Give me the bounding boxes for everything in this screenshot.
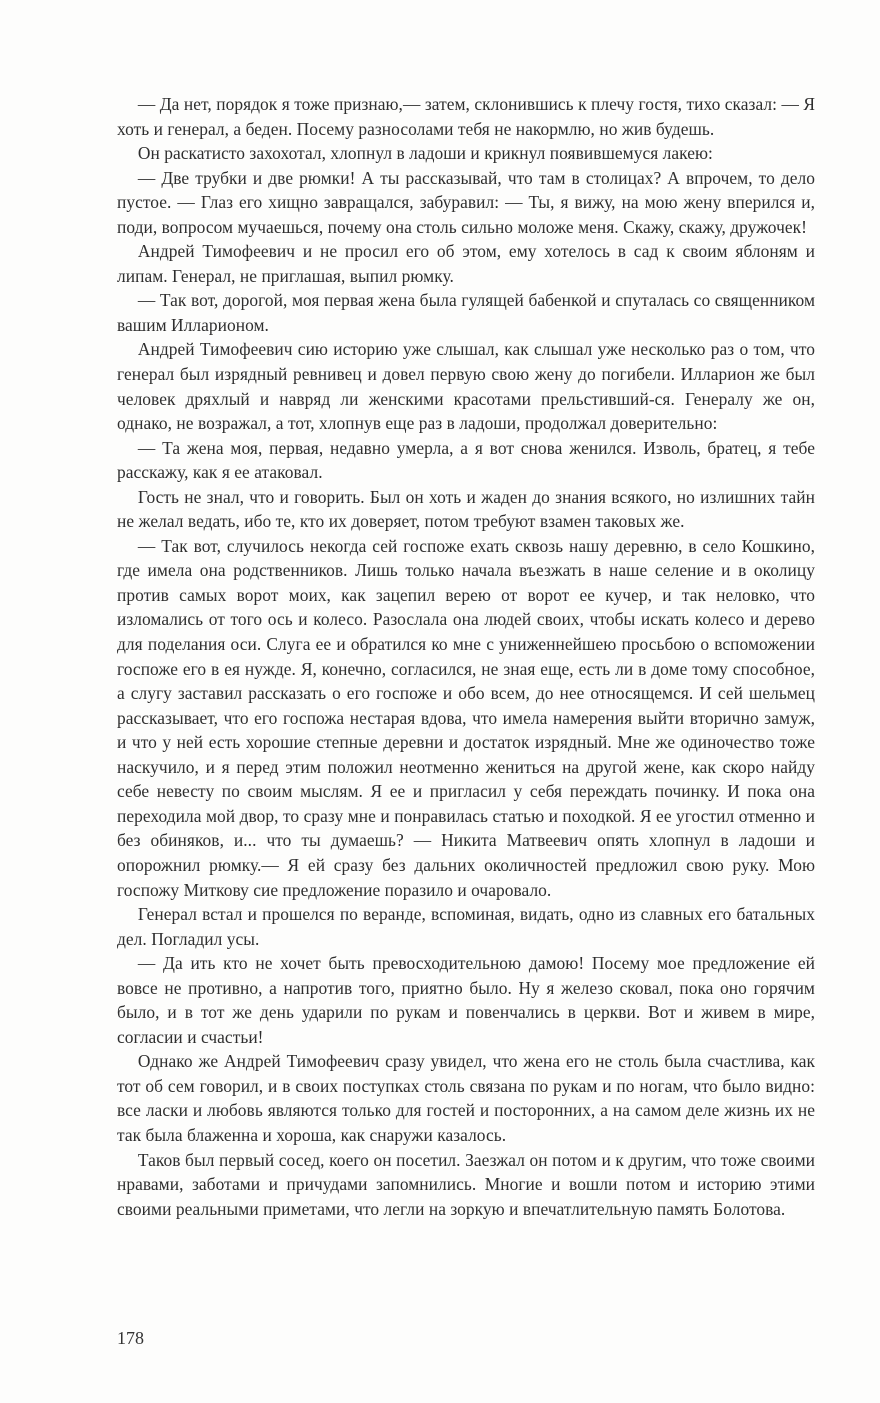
- paragraph-6: Андрей Тимофеевич сию историю уже слышал, как слышал уже несколько раз о том, что генерал был изрядный ревнивец и довел первую свою жену до погибели. Илларион же был человек дряхлый и навряд ли женскими красотами прельстивший-ся. Генералу же он, однако, не возражал, а тот, хлопнув еще раз в ладоши, продолжал доверительно:: [117, 339, 815, 434]
- body-text: [117, 92, 815, 1221]
- paragraph-2: Он раскатисто захохотал, хлопнул в ладоши и крикнул появившемуся лакею:: [137, 143, 713, 164]
- paragraph-11: — Да ить кто не хочет быть превосходительною дамою! Посему мое предложение ей вовсе не противно, а напротив того, приятно было. Ну я железо сковал, пока оно горячим было, и в тот же день ударили по рукам и повенчались в церкви. Вот и живем в мире, согласии и счастьи!: [117, 953, 815, 1047]
- paragraph-13: Таков был первый сосед, коего он посетил. Заезжал он потом и к другим, что тоже своими нравами, заботами и причудами запомнились. Многие и вошли потом и историю этими своими реальными приметами, что легли на зоркую и впечатлительную память Болотова.: [117, 1149, 815, 1219]
- paragraph-4: Андрей Тимофеевич и не просил его об этом, ему хотелось в сад к своим яблоням и липам. Генерал, не приглашая, выпил рюмку.: [117, 241, 815, 286]
- page-number: 178: [117, 1328, 144, 1348]
- paragraph-12: Однако же Андрей Тимофеевич сразу увидел, что жена его не столь была счастлива, как тот об сем говорил, и в своих поступках столь связана по рукам и по ногам, что было видно: все ласки и любовь являются только для гостей и посторонних, а на самом деле жизнь их не так была блаженна и хороша, как снаружи казалось.: [117, 1051, 815, 1145]
- paragraph-5: — Так вот, дорогой, моя первая жена была гулящей бабенкой и спуталась со священником вашим Илларионом.: [117, 290, 815, 335]
- paragraph-10: Генерал встал и прошелся по веранде, вспоминая, видать, одно из славных его батальных дел. Погладил усы.: [117, 904, 815, 949]
- paragraph-3: — Две трубки и две рюмки! А ты рассказывай, что там в столицах? А впрочем, то дело пустое. — Глаз его хищно завращался, забуравил: — Ты, я вижу, на мою жену вперился и, поди, вопросом мучаешься, почему она столь сильно моложе меня. Скажу, скажу, дружочек!: [117, 167, 815, 237]
- paragraph-9: — Так вот, случилось некогда сей госпоже ехать сквозь нашу деревню, в село Кошкино, где имела она родственников. Лишь только начала въезжать в наше селение и в околицу против самых ворот моих, как зацепил верею от ворот ее кучер, и так неловко, что изломались от того ось и колесо. Разослала она людей своих, чтобы искать колесо и дерево для поделания оси. Слуга ее и обратился ко мне с униженнейшею просьбою о вспоможении госпоже его в ея нужде. Я, конечно, согласился, не зная еще, есть ли в доме тому способное, а слугу заставил рассказать о его госпоже и обо всем, до нее относящемся. И сей шельмец рассказывает, что его госпожа нестарая вдова, что имела намерения выйти вторично замуж, и что у ней есть хорошие степные деревни и достаток изрядный. Мне же одиночество тоже наскучило, и я перед этим положил неотменно жениться на другой жене, как скоро найду себе невесту по своим мыслям. Я ее и пригласил у себя переждать починку. И пока она переходила мой двор, то сразу мне и понравилась статью и походкой. Я ее угостил отменно и без обиняков, и... что ты думаешь? — Никита Матвеевич опять хлопнул в ладоши и опорожнил рюмку.— Я ей сразу без дальних околичностей предложил свою руку. Мою госпожу Миткову сие предложение поразило и очаровало.: [117, 535, 815, 900]
- paragraph-8: Гость не знал, что и говорить. Был он хоть и жаден до знания всякого, но излишних тайн не желал ведать, ибо те, кто их доверяет, потом требуют взамен таковых же.: [117, 486, 815, 532]
- paragraph-1: — Да нет, порядок я тоже признаю,— затем, склонившись к плечу гостя, тихо сказал: — Я хоть и генерал, а беден. Посему разносолами тебя не накормлю, но жив будешь.: [117, 94, 815, 139]
- paragraph-7: — Та жена моя, первая, недавно умерла, а я вот снова женился. Изволь, братец, я тебе расскажу, как я ее атаковал.: [117, 437, 815, 483]
